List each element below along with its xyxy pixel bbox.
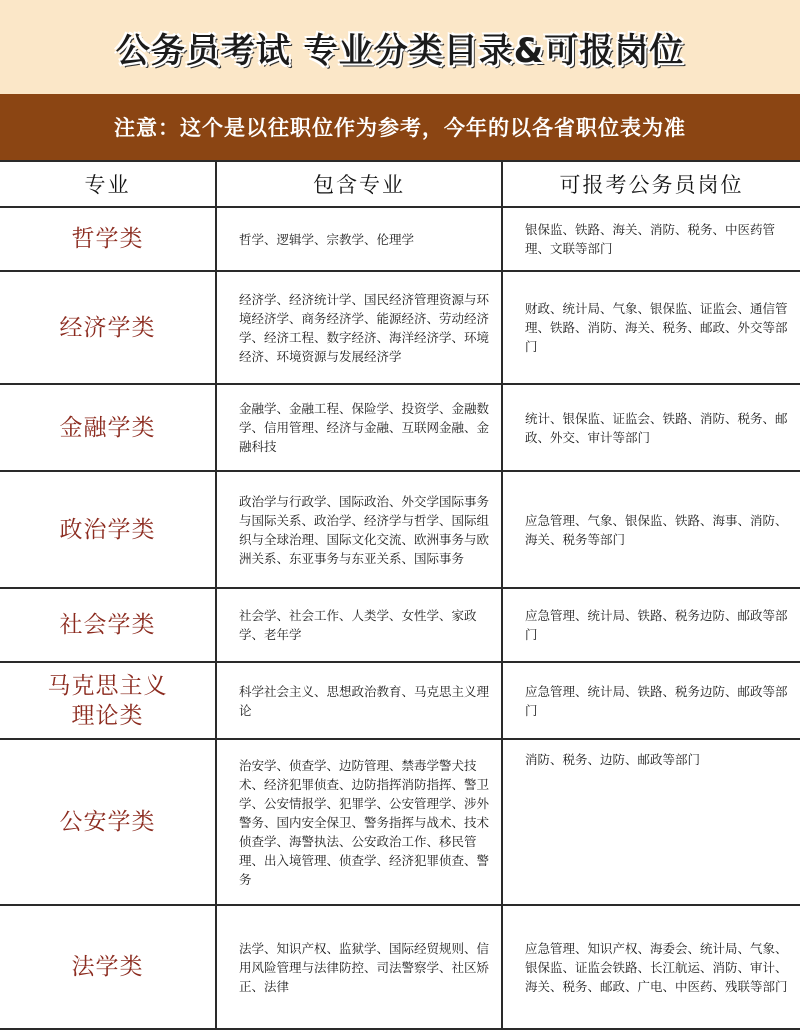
table-row xyxy=(0,207,800,271)
table-row xyxy=(0,471,800,588)
majors-cell: 经济学、经济统计学、国民经济管理资源与环境经济学、商务经济学、能源经济、劳动经济学、经济工程、数字经济、海洋经济学、环境经济、环境资源与发展经济学 xyxy=(216,271,502,384)
column-header-positions: 可报考公务员岗位 xyxy=(502,161,800,207)
majors-cell: 金融学、金融工程、保险学、投资学、金融数学、信用管理、经济与金融、互联网金融、金融科技 xyxy=(216,384,502,471)
table-row xyxy=(0,905,800,1029)
column-header-major: 专业 xyxy=(0,161,216,207)
table-row xyxy=(0,588,800,662)
positions-cell: 应急管理、统计局、铁路、税务边防、邮政等部门 xyxy=(502,588,800,662)
category-cell: 公安学类 xyxy=(0,739,216,905)
positions-cell: 应急管理、气象、银保监、铁路、海事、消防、海关、税务等部门 xyxy=(502,471,800,588)
header-banner xyxy=(0,0,800,94)
table-row xyxy=(0,384,800,471)
table-row xyxy=(0,739,800,905)
majors-cell: 政治学与行政学、国际政治、外交学国际事务与国际关系、政治学、经济学与哲学、国际组织与全球治理、国际文化交流、欧洲事务与欧洲关系、东亚事务与东亚关系、国际事务 xyxy=(216,471,502,588)
majors-cell: 法学、知识产权、监狱学、国际经贸规则、信用风险管理与法律防控、司法警察学、社区矫正、法律 xyxy=(216,905,502,1029)
positions-cell: 应急管理、统计局、铁路、税务边防、邮政等部门 xyxy=(502,662,800,739)
category-cell: 金融学类 xyxy=(0,384,216,471)
positions-cell: 财政、统计局、气象、银保监、证监会、通信管理、铁路、消防、海关、税务、邮政、外交等部门 xyxy=(502,271,800,384)
positions-cell: 应急管理、知识产权、海委会、统计局、气象、银保监、证监会铁路、长江航运、消防、审计、海关、税务、邮政、广电、中医药、残联等部门 xyxy=(502,905,800,1029)
table-row xyxy=(0,662,800,739)
table-header-row xyxy=(0,161,800,207)
positions-cell: 银保监、铁路、海关、消防、税务、中医药管理、文联等部门 xyxy=(502,207,800,271)
column-header-included: 包含专业 xyxy=(216,161,502,207)
category-cell: 政治学类 xyxy=(0,471,216,588)
majors-cell: 哲学、逻辑学、宗教学、伦理学 xyxy=(216,207,502,271)
category-cell: 法学类 xyxy=(0,905,216,1029)
majors-cell: 科学社会主义、思想政治教育、马克思主义理论 xyxy=(216,662,502,739)
table-row xyxy=(0,271,800,384)
category-cell: 哲学类 xyxy=(0,207,216,271)
category-cell: 马克思主义理论类 xyxy=(0,662,216,739)
page-title: 公务员考试 专业分类目录&可报岗位 xyxy=(115,30,685,71)
positions-cell: 统计、银保监、证监会、铁路、消防、税务、邮政、外交、审计等部门 xyxy=(502,384,800,471)
positions-cell: 消防、税务、边防、邮政等部门 xyxy=(502,739,800,905)
majors-cell: 治安学、侦查学、边防管理、禁毒学警犬技术、经济犯罪侦查、边防指挥消防指挥、警卫学、公安情报学、犯罪学、公安管理学、涉外警务、国内安全保卫、警务指挥与战术、技术侦查学、海警执法、公安政治工作、移民管理、出入境管理、侦查学、经济犯罪侦查、警务 xyxy=(216,739,502,905)
category-cell: 经济学类 xyxy=(0,271,216,384)
major-table xyxy=(0,160,800,1030)
notice-bar: 注意：这个是以往职位作为参考，今年的以各省职位表为准 xyxy=(0,94,800,160)
category-cell: 社会学类 xyxy=(0,588,216,662)
majors-cell: 社会学、社会工作、人类学、女性学、家政学、老年学 xyxy=(216,588,502,662)
